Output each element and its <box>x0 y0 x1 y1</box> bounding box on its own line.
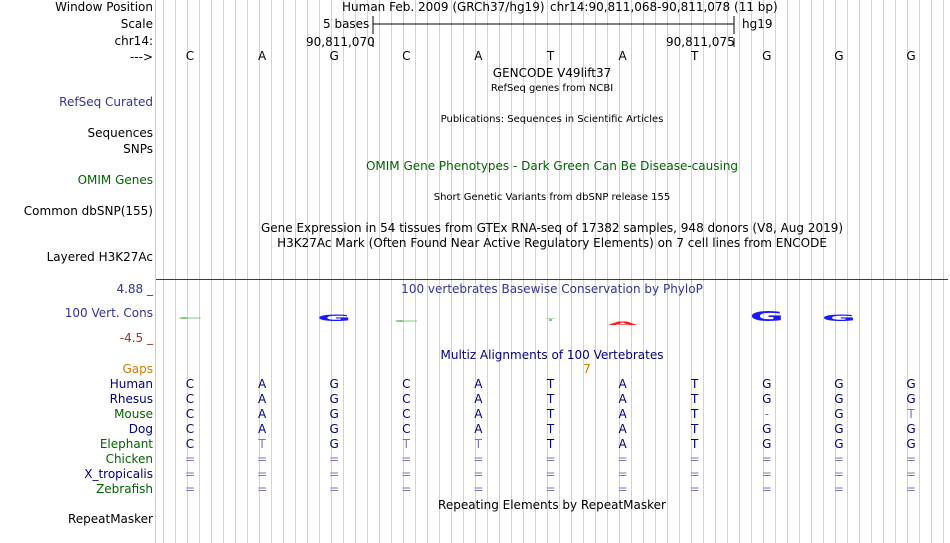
repeat-title[interactable]: Repeating Elements by RepeatMasker <box>438 498 666 512</box>
species-label[interactable]: Chicken <box>105 452 153 466</box>
multiz-title[interactable]: Multiz Alignments of 100 Vertebrates <box>440 348 664 362</box>
species-label[interactable]: Elephant <box>99 437 153 451</box>
chrom-label: chr14: <box>114 34 153 48</box>
species-label[interactable]: Rhesus <box>109 392 153 406</box>
sequences-label[interactable]: Sequences <box>87 126 153 140</box>
species-label[interactable]: Mouse <box>114 407 153 421</box>
gap-count: 7 <box>583 362 591 376</box>
logo-letter: G <box>821 313 856 324</box>
coord-right: 90,811,075 <box>666 35 735 49</box>
scale-label: Scale <box>120 17 153 31</box>
scale-text: 5 bases <box>323 17 370 31</box>
coord-left: 90,811,070 <box>306 35 375 49</box>
assembly-text: Human Feb. 2009 (GRCh37/hg19) <box>342 0 545 14</box>
strand-label: ---> <box>129 50 153 64</box>
h3k27-title[interactable]: H3K27Ac Mark (Often Found Near Active Regulatory Elements) on 7 cell lines from ENCODE <box>277 236 827 250</box>
species-label[interactable]: Human <box>109 377 153 391</box>
logo-letter: G <box>317 313 352 324</box>
logo-letter: A <box>607 320 638 327</box>
publications-title[interactable]: Publications: Sequences in Scientific Articles <box>440 114 664 125</box>
gtex-title[interactable]: Gene Expression in 54 tissues from GTEx RNA-seq of 17382 samples, 948 donors (V8, Aug 2019) <box>260 221 844 235</box>
omim-title[interactable]: OMIM Gene Phenotypes - Dark Green Can Be Disease-causing <box>365 159 739 173</box>
snps-label[interactable]: SNPs <box>123 142 153 156</box>
position-text: chr14:90,811,068-90,811,078 (11 bp) <box>550 0 778 14</box>
gaps-label[interactable]: Gaps <box>122 362 153 376</box>
refseq-label[interactable]: RefSeq Curated <box>59 95 153 109</box>
refseq-title[interactable]: RefSeq genes from NCBI <box>490 83 614 94</box>
cons-max: 4.88 _ <box>116 282 153 296</box>
scale-db: hg19 <box>742 17 773 31</box>
dbsnp-label[interactable]: Common dbSNP(155) <box>23 204 153 218</box>
logo-letter: T <box>546 318 555 323</box>
gencode-title[interactable]: GENCODE V49lift37 <box>492 66 612 80</box>
cons-label[interactable]: 100 Vert. Cons <box>64 306 153 320</box>
repeat-label[interactable]: RepeatMasker <box>67 512 153 526</box>
conservation-logo <box>0 300 950 332</box>
logo-letter: C <box>393 319 420 323</box>
cons-min: -4.5 _ <box>119 331 153 345</box>
species-label[interactable]: Zebrafish <box>96 482 153 496</box>
omim-label[interactable]: OMIM Genes <box>77 173 153 187</box>
species-label[interactable]: Dog <box>128 422 153 436</box>
logo-letter: G <box>749 308 784 325</box>
dbsnp-title[interactable]: Short Genetic Variants from dbSNP release 155 <box>433 192 671 203</box>
window-position-label: Window Position <box>55 0 153 14</box>
species-label[interactable]: X_tropicalis <box>84 467 153 481</box>
h3k27-label[interactable]: Layered H3K27Ac <box>46 250 153 264</box>
logo-letter: C <box>177 316 203 320</box>
cons-title[interactable]: 100 vertebrates Basewise Conservation by PhyloP <box>401 282 703 296</box>
